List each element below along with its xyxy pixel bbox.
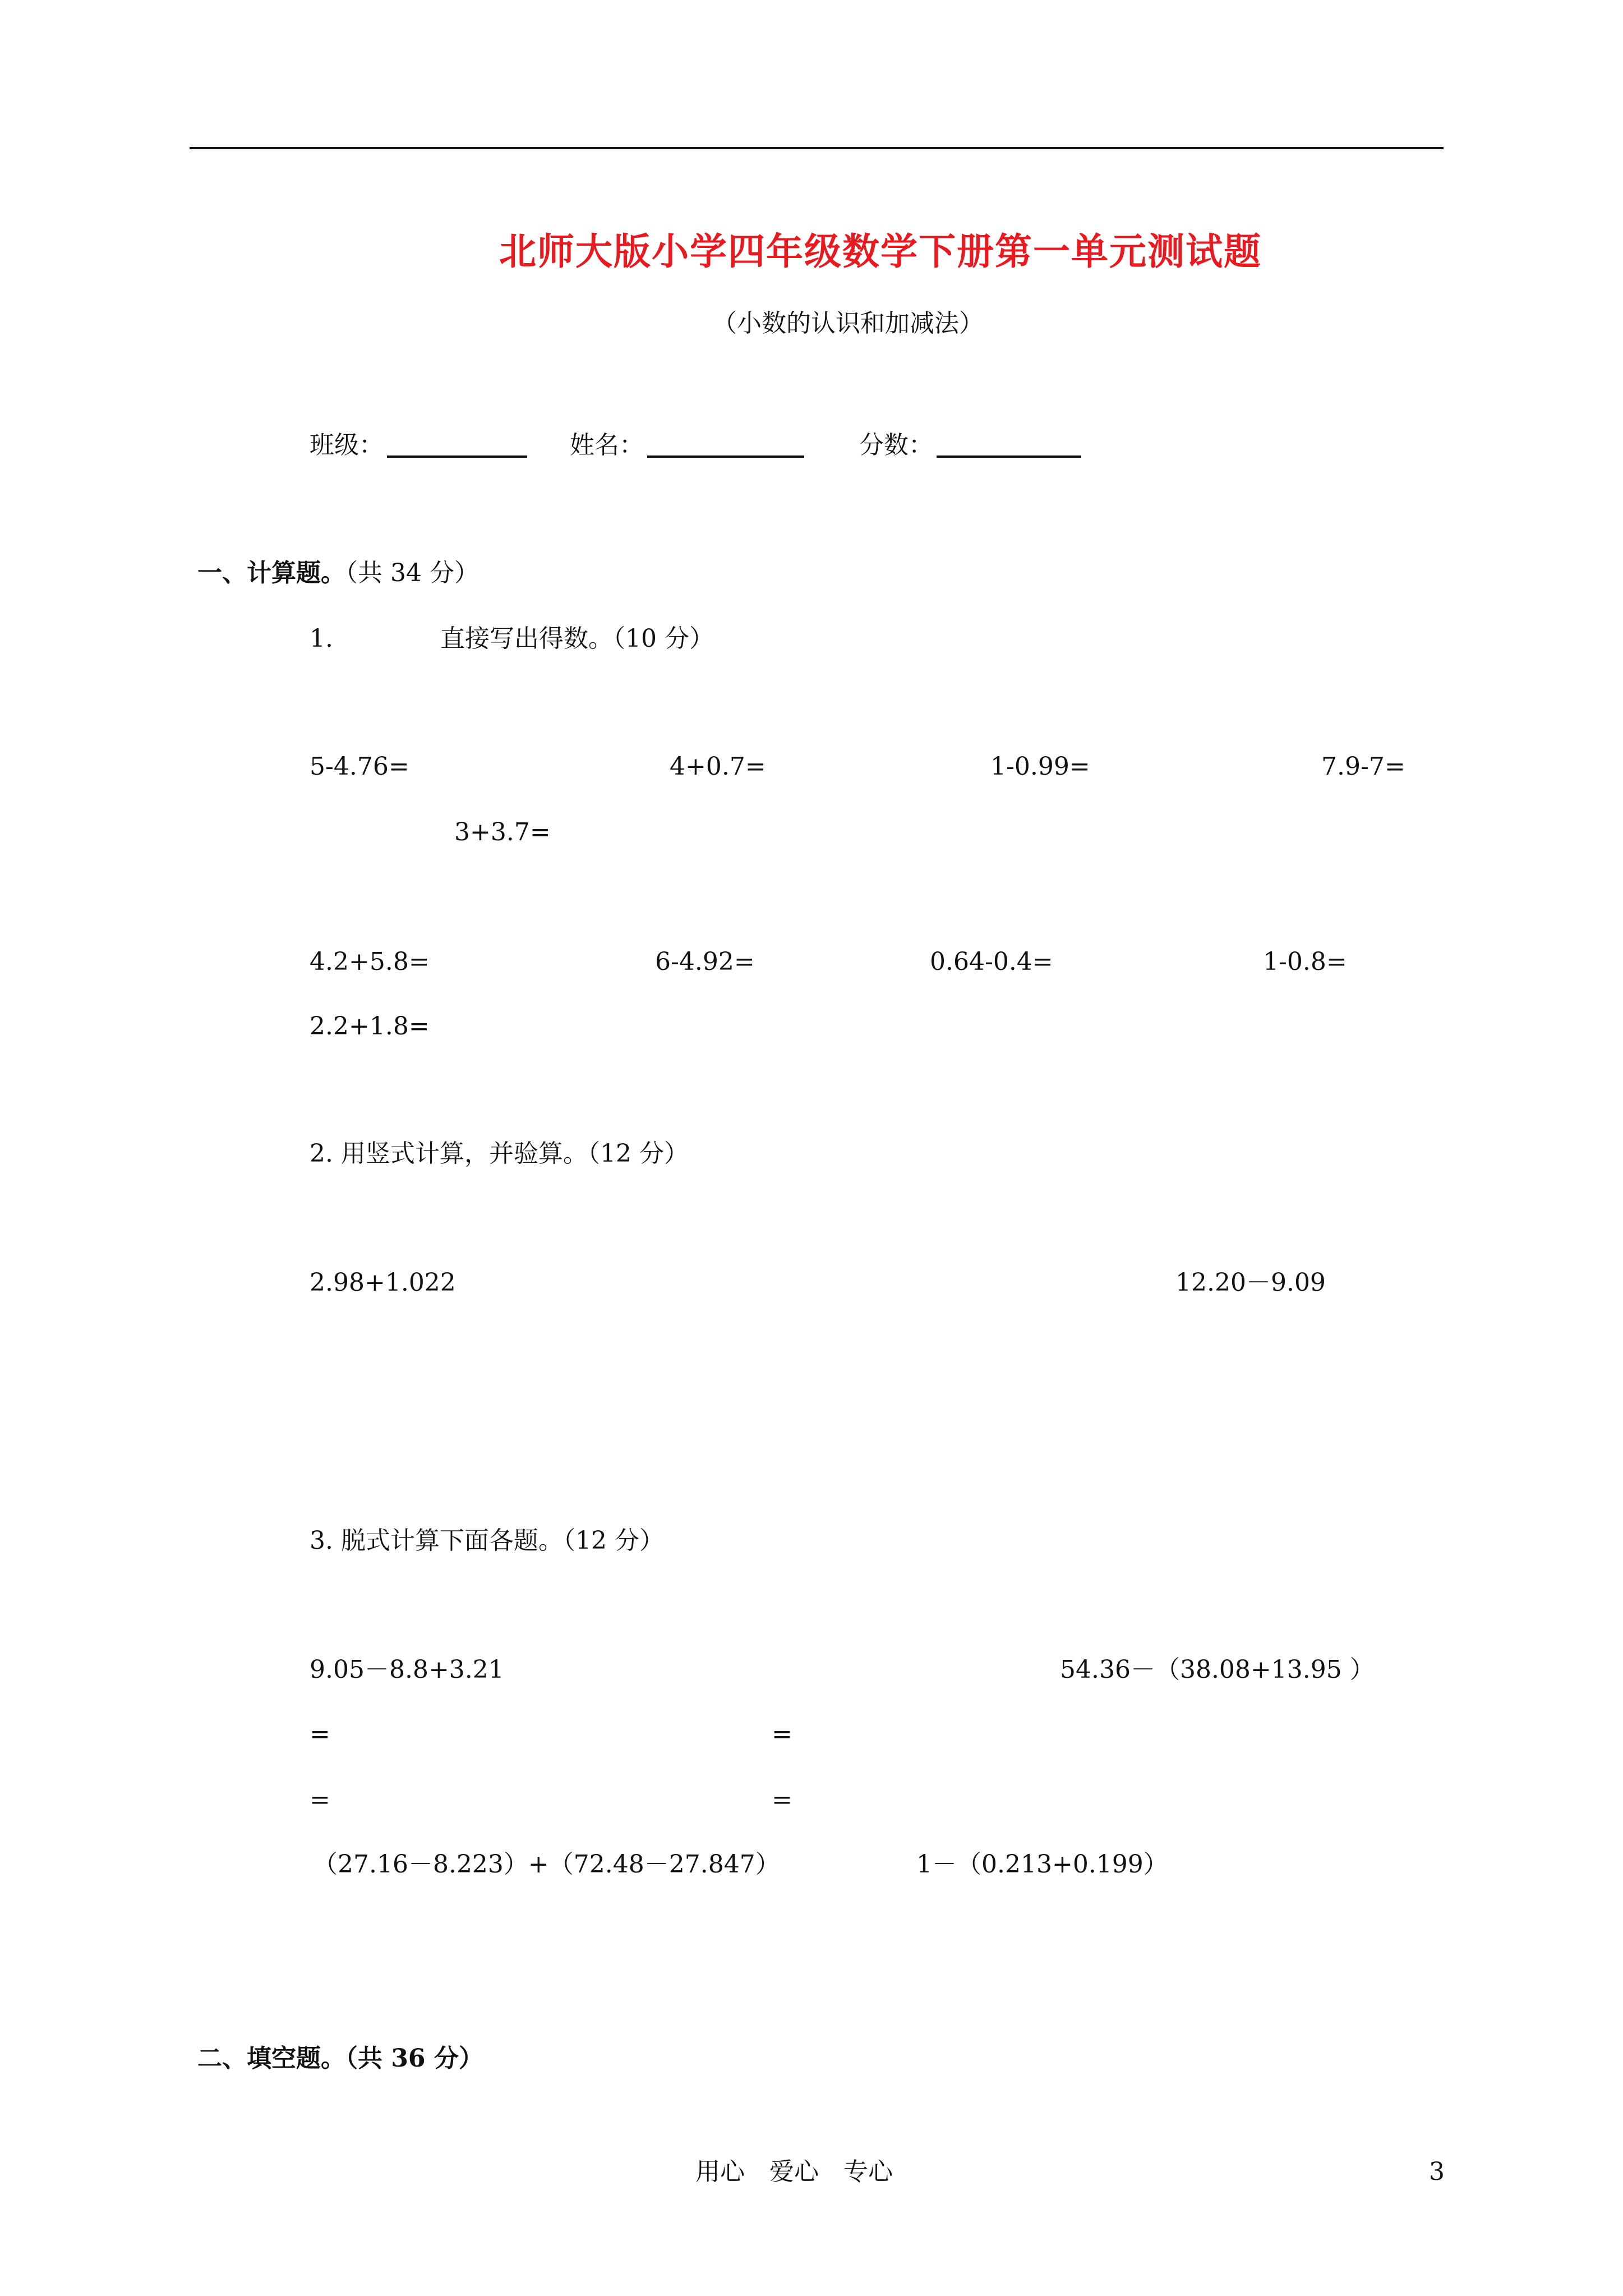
- calc-item: 5-4.76=: [310, 752, 409, 781]
- name-blank[interactable]: [647, 431, 804, 458]
- name-label: 姓名：: [570, 431, 644, 459]
- calc-item: 1-0.99=: [990, 752, 1090, 781]
- q2-prompt: 2. 用竖式计算，并验算。（12 分）: [310, 1139, 689, 1168]
- q1-prompt: 直接写出得数。（10 分）: [440, 624, 714, 653]
- q3-prompt: 3. 脱式计算下面各题。（12 分）: [310, 1526, 664, 1555]
- step-calc-item: 1－（0.213+0.199）: [916, 1850, 1168, 1879]
- step-calc-item: 9.05－8.8+3.21: [310, 1655, 504, 1684]
- calc-item: 4.2+5.8=: [310, 947, 430, 976]
- class-label: 班级：: [310, 431, 384, 459]
- vertical-calc-item: 12.20－9.09: [1175, 1268, 1326, 1297]
- score-field: [859, 431, 1081, 458]
- q1-number: 1.: [310, 624, 333, 653]
- calc-item: 7.9-7=: [1321, 752, 1405, 781]
- equals-sign: =: [772, 1786, 792, 1814]
- header-rule: [190, 147, 1444, 149]
- section1-title: 一、计算题。: [197, 559, 345, 587]
- score-label: 分数：: [859, 431, 933, 459]
- class-blank[interactable]: [387, 431, 527, 458]
- vertical-calc-item: 2.98+1.022: [310, 1268, 456, 1297]
- footer-motto: 用心 爱心 专心: [695, 2157, 893, 2186]
- calc-item: 3+3.7=: [454, 818, 551, 846]
- step-calc-item: （27.16－8.223）+（72.48－27.847）: [313, 1850, 780, 1879]
- page-subtitle: （小数的认识和加减法）: [712, 309, 984, 338]
- calc-item: 6-4.92=: [655, 947, 755, 976]
- score-blank[interactable]: [937, 431, 1081, 458]
- equals-sign: =: [772, 1720, 792, 1749]
- name-field: [570, 431, 804, 458]
- page-number: 3: [1429, 2157, 1445, 2186]
- section2-heading: 二、填空题。（共 36 分）: [197, 2044, 483, 2073]
- section1-heading: [197, 561, 479, 586]
- calc-item: 1-0.8=: [1263, 947, 1347, 976]
- calc-item: 2.2+1.8=: [310, 1012, 430, 1041]
- calc-item: 4+0.7=: [670, 752, 766, 781]
- page-title: 北师大版小学四年级数学下册第一单元测试题: [499, 229, 1262, 273]
- equals-sign: =: [310, 1720, 330, 1749]
- equals-sign: =: [310, 1786, 330, 1814]
- step-calc-item: 54.36－（38.08+13.95 ）: [1060, 1655, 1375, 1684]
- class-field: [310, 431, 527, 458]
- calc-item: 0.64-0.4=: [930, 947, 1053, 976]
- section1-points: （共 34 分）: [345, 559, 479, 587]
